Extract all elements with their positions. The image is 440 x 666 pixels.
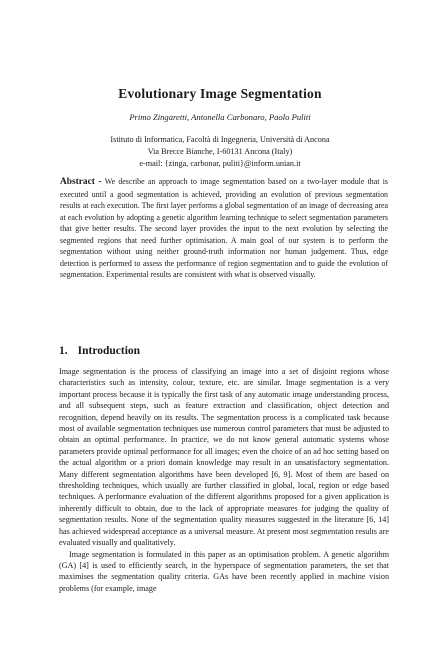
section-heading	[59, 345, 140, 357]
abstract-label: Abstract -	[60, 177, 102, 187]
paper-title: Evolutionary Image Segmentation	[118, 86, 322, 101]
body-paragraph: Image segmentation is formulated in this paper as an optimisation problem. A genetic algorithm (GA) [4] is used to efficiently search, in the hyperspace of segmentation parameters, the set that maximises the segmentation quality criteria. GAs have been recently applied in machine vision problems (for example, image	[59, 549, 389, 593]
section-number: 1.	[59, 345, 68, 357]
paper-authors: Primo Zingaretti, Antonella Carbonaro, Paolo Puliti	[129, 112, 311, 122]
affiliation-institute: Istituto di Informatica, Facoltà di Ingegneria, Università di Ancona	[110, 135, 330, 144]
body-paragraph: Image segmentation is the process of classifying an image into a set of disjoint regions whose characteristics such as intensity, colour, texture, etc. are similar. Image segmentation is a very important process because it is typically the first task of any automatic image understanding process, and all subsequent steps, such as feature extraction and classification, object detection and recognition, depend heavily on its results. The segmentation process is a complicated task because most of available segmentation techniques use numerous control parameters that must be adjusted to obtain an optimal performance. In practice, we do not know general automatic systems whose parameters provide optimal performance for all images; even the choice of an ad hoc setting based on the actual algorithm or a priori domain knowledge may result in an unsatisfactory segmentation. Many different segmentation algorithms have been developed [6, 9]. Most of them are based on thresholding techniques, which usually are further classified in global, local, region or edge based techniques. A performance evaluation of the different algorithms proposed for a given application is inherently difficult to obtain, due to the lack of appropriate measures for judging the quality of segmentation results. None of the segmentation quality measures suggested in the literature [6, 14] has achieved widespread acceptance as a universal measure. At present most segmentation results are evaluated visually and qualitatively.	[59, 367, 389, 548]
abstract-text: We describe an approach to image segmentation based on a two-layer module that is executed until a good segmentation is achieved, providing an evolution of previous segmentation results at each execution. The first layer performs a global segmentation of an image of decreasing area at each evolution by adopting a genetic algorithm learning technique to select segmentation parameters that give better results. The second layer provides the input to the next evolution by selecting the segmented regions that need further optimisation. A main goal of our system is to perform the segmentation without using neither ground-truth information nor human judgement. Thus, edge detection is performed to assess the performance of region segmentation and to guide the evolution of segmentation. Experimental results are consistent with what is observed visually.	[60, 177, 388, 279]
body-text	[59, 366, 389, 594]
affiliation-block	[0, 134, 440, 170]
section-title: Introduction	[77, 345, 141, 357]
affiliation-email: e-mail: {zinga, carbonar, puliti}@inform.unian.it	[139, 159, 301, 168]
abstract	[60, 176, 388, 281]
affiliation-address: Via Brecce Bianche, I-60131 Ancona (Italy)	[147, 147, 293, 156]
